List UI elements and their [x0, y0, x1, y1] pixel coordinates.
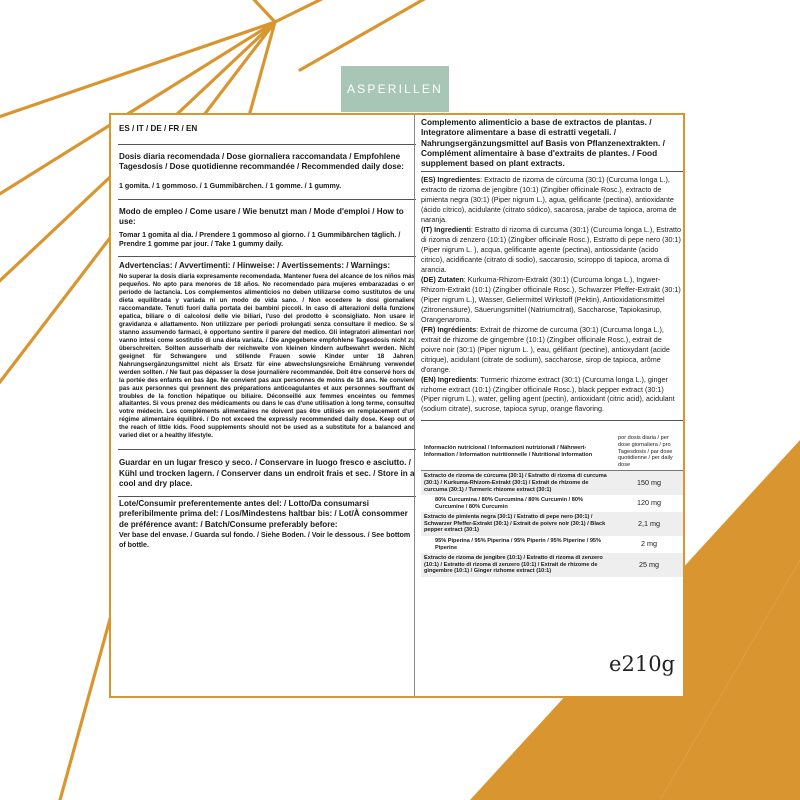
ingredients-es: (ES) Ingredientes: Extracto de rizoma de cúrcuma (30:1) (Curcuma longa L.), extracto de rizoma de jengibre (10:1) (Zingiber officinale Rosc.), extracto de pimienta negra (30:1) (Piper nigrum L.), agua, gelificante (pectina), antioxidante (ácido cítrico), acidulante (citrato sódico), sacarosa, jarabe de tapioca, aroma de naranja. — [421, 175, 677, 225]
lot-text: Ver base del envase. / Guarda sul fondo. / Siehe Boden. / Voir le dessous. / See bottom of bottle. — [119, 531, 411, 549]
warnings-section — [118, 257, 416, 451]
nutrient-name: Extracto de pimienta negra (30:1) / Estratto di pepe nero (30:1) / Schwarzer Pfeffer-Extrakt (30:1) / Extrait de poivre noir (30:1) / Black pepper extract (30:1) — [421, 512, 615, 536]
nutrient-name: Extracto de rizoma de cúrcuma (30:1) / Estratto di rizoma di curcuma (30:1) / Kurkuma-Rhizom-Extrakt (30:1) / Extrait de rhizome de curcuma (30:1) / Turmeric rhizome extract (30:1) — [421, 471, 615, 495]
left-column — [118, 115, 416, 696]
nutrient-value: 25 mg — [615, 553, 683, 577]
ingredients-it: (IT) Ingredienti: Estratto di rizoma di curcuma (30:1) (Curcuma longa L.), Estratto di rizoma di zenzero (10:1) (Zingiber officinale Rosc.), Estratto di pepe nero (30:1) (Piper nigrum L. ), acqua, gelificante agente (pectina), antiossidante (acido citrico), acidificante (citrato di sodio), saccarosio, sciroppo di tapioca, aroma di arancia. — [421, 225, 682, 275]
table-row — [421, 553, 683, 577]
supplement-intro: Complemento alimenticio a base de extractos de plantas. / Integratore alimentare a base di estratti vegetali. / Nahrungsergänzungsmittel auf Basis von Pflanzenextrakten. / Complément alimentaire à base d'extraits de plantes. / Food supplement based on plant extracts. — [421, 115, 683, 172]
net-weight: e210g — [609, 652, 675, 676]
usage-text: Tomar 1 gomita al dia. / Prendere 1 gommoso al giorno. / 1 Gummibärchen täglich. / Prendre 1 gomme par jour. / Take 1 gummy daily. — [119, 230, 401, 249]
table-row — [421, 495, 683, 512]
nutrient-value: 2,1 mg — [615, 512, 683, 536]
ingredients-en: (EN) Ingredients: Turmeric rhizome extract (30:1) (Curcuma longa L.), ginger rizhome extract (10:1) (Zingiber officinale Rosc.), black pepper extract (30:1) (Piper nigrum L.), water, gelling agent (pectin), antioxidant (citric acid), acidulant (sodium citrate), sucrose, tapioca syrup, orange flavoring. — [421, 374, 675, 414]
usage-section — [118, 200, 416, 257]
lot-section — [118, 497, 416, 552]
column-divider — [414, 115, 415, 696]
table-row — [421, 471, 683, 495]
usage-title: Modo de empleo / Come usare / Wie benutzt man / Mode d'emploi / How to use: — [119, 206, 404, 227]
table-row — [421, 536, 683, 553]
label-card — [109, 113, 685, 698]
warnings-text: No superar la dosis diaria expresamente recomendada. Mantener fuera del alcance de los niños más pequeños. No apto para menores de 18 años. No recomendado para mujeres embarazadas o en periodo de lactancia. Los complementos alimenticios no deben utilizarse como sustitutos de una dieta equilibrada y variada ni un modo de vida sano. / Non eccedere le dosi giornaliere raccomandate. Tenuti fuori dalla portata dei bambini piccoli. In caso di alterazioni della funzione epatica, biliare o di calcolosi delle vie biliari, l'uso del prodotto è sconsigliato. Non usare in gravidanza e allattamento. Non utilizzare per periodi prolungati senza consultare il medico. Se si stanno assumendo farmaci, è opportuno sentire il parere del medico. Gli integratori alimentari non vanno intesi come sostitutio di una dieta variata. / Die angegebene empfohlene Tagesdosis nicht zu überschreiten. Sollten ausserhalb der reichweite von kleinen kindern aufbewahrt werden. Nicht geeignet für Schwangere und stillende Frauen sowie Kinder unter 18 Jahren. Nahrungsergänzungsmittel nicht als Ersatz für eine abwechslungsreiche Ernährung verwendet werden sollten. / Ne faut pas dépasser la dose journalière recommandée. Doit être conservé hors de la portée des enfants en bas âge. Ne convient pas aux personnes de moins de 18 ans. Ne convient pas aux personnes qui prennent des préparations anticoagulantes et aux personnes souffrant de troubles de la fonction hépatique ou biliaire. Déconseillé aux femmes enceintes ou femmes allaitantes. Si vous prenez des médicaments ou dans le cas d'une utilisation à long terme, consultez votre médecin. Les compléments alimentaires ne doivent pas être utilisés en remplacement d'un régime alimentaire équilibré. / Do not exceed the expressly recommended daily dose. Keep out of the reach of little kids. Food supplements should not be used as a substitute for a balanced and varied diet or a healthy lifestyle. — [119, 273, 415, 440]
daily-dose-value: 1 gomita. / 1 gommoso. / 1 Gummibärchen. / 1 gomme. / 1 gummy. — [119, 181, 342, 190]
nutrient-name: 80% Curcumina / 80% Curcumina / 80% Curcumin / 80% Curcumine / 80% Curcumin — [435, 497, 583, 510]
nutrient-value: 120 mg — [637, 498, 661, 508]
nutrition-header-right: por dosis diaria / per dose giornaliera / pro Tagesdosis / par dose quotidienne / per daily dose — [615, 433, 683, 470]
table-row — [421, 512, 683, 536]
ingredients-de: (DE) Zutaten: Kurkuma-Rhizom-Extrakt (30:1) (Curcuma longa L.), Ingwer-Rhizom-Extrakt (10:1) (Zingiber officinale Rosc.), Schwarzer Pfeffer-Extrakt (30:1) (Piper nigrum L.), Wasser, Geliermittel Wirkstoff (Pektin), Antioxidationsmittel (Zitronensäure), Säuerungsmittel (Natriumcitrat), Saccharose, Tapiokasirup, Orangenaroma. — [421, 275, 681, 324]
storage-text: Guardar en un lugar fresco y seco. / Conservare in luogo fresco e asciutto. / Kühl und trocken lagern. / Conserver dans un endroit frais et sec. / Store in a cool and dry place. — [119, 458, 415, 489]
daily-dose-section — [118, 145, 416, 200]
nutrient-name: Extracto de rizoma de jengibre (10:1) / Estratto di rizoma di zenzero (10:1) / Estratto di rizoma di zenzero (10:1) / Extrait de rhizome de gingembre (10:1) / Ginger rizhome extract (10:1) — [421, 553, 615, 577]
ingredients — [421, 172, 683, 421]
nutrient-name: 95% Piperina / 95% Piperina / 95% Piperin / 95% Piperine / 95% Piperine — [435, 538, 602, 551]
nutrition-header — [421, 433, 683, 470]
daily-dose-title: Dosis diaria recomendada / Dose giornaliera raccomandata / Empfohlene Tagesdosis / Dose quotidienne recommandée / Recommended daily dose: — [119, 151, 404, 171]
nutrient-value: 150 mg — [615, 471, 683, 495]
nutrient-value: 2 mg — [641, 539, 657, 549]
lot-title: Lote/Consumir preferentemente antes del: / Lotto/Da consumarsi preferibilmente prima del: / Los/Mindestens haltbar bis: / Lot/À consommer de préférence avant: / Batch/Consume preferably before: — [119, 498, 408, 529]
brand-logo — [341, 66, 449, 112]
ingredients-fr: (FR) Ingrédients: Extrait de rhizome de curcuma (30:1) (Curcuma longa L.), extrait de rhizome de gingembre (10:1) (Zingiber officinale Rosc.), extrait de poivre noir (30:1) (Piper nigrum L. ), eau, gélifiant (pectine), antioxydant (acide citrique), acidulant (citrate de sodium), saccharose, sirop de tapioca, arôme d'orange. — [421, 324, 670, 374]
nutrition-table — [421, 433, 683, 577]
storage-section — [118, 450, 416, 497]
brand-name: ASPERILLEN — [346, 82, 444, 96]
nutrition-header-left: Información nutricional / Informazioni nutrizionali / Nährwert-Information / Information nutritionnelle / Nutritional information — [421, 433, 615, 470]
warnings-title: Advertencias: / Avvertimenti: / Hinweise: / Avertissements: / Warnings: — [119, 260, 391, 270]
right-column — [421, 115, 683, 696]
languages: ES / IT / DE / FR / EN — [118, 115, 416, 145]
